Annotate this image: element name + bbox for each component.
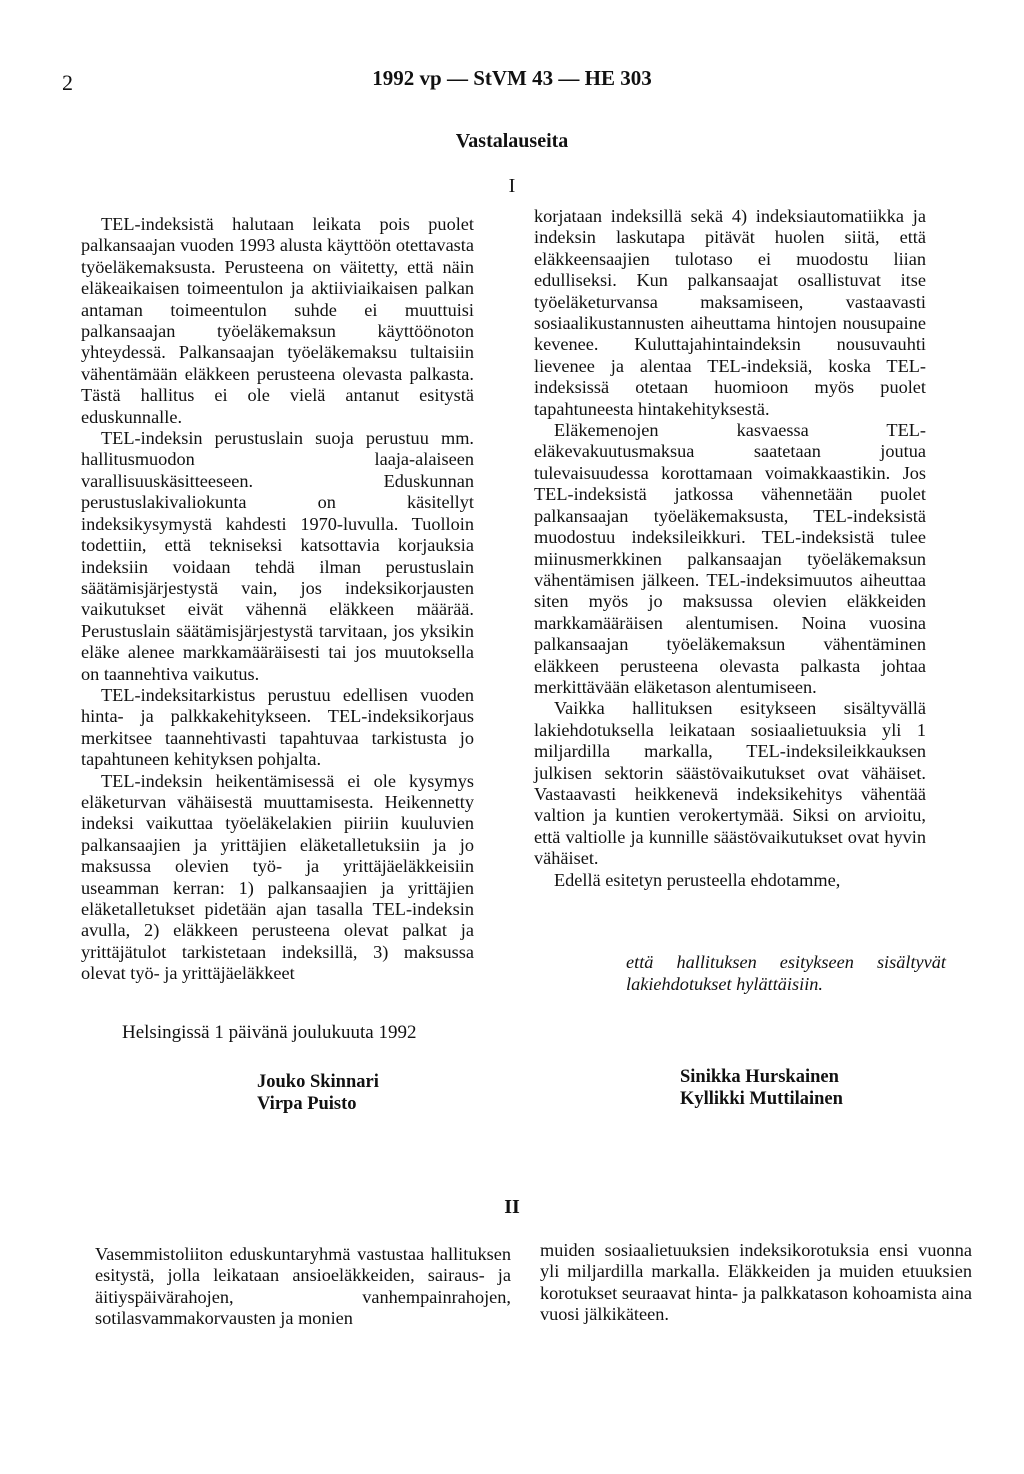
signer-name: Virpa Puisto (257, 1094, 357, 1114)
section-numeral-1: I (508, 175, 516, 197)
signer-name: Jouko Skinnari (257, 1072, 379, 1092)
paragraph: TEL-indeksin perustuslain suoja perustuu mm. hallitusmuodon laaja-alaiseen varallisuuskäsitteeseen. Eduskunnan perustuslakivaliokunta on käsitellyt indeksikysymystä kahdesti 1970-luvulla. Tuolloin todettiin, että tekniseksi katsottavia korjauksia indeksiin voidaan tehdä ilman perustuslain säätämisjärjestystä vain, jos indeksikorjausten vaikutukset eivät vähennä eläkkeen määrää. Perustuslain säätämisjärjestystä tarvitaan, jos yksikin eläke alenee markkamääräisesti tai jos muutoksella on taannehtiva vaikutus. (81, 428, 474, 684)
paragraph: Vasemmistoliiton eduskuntaryhmä vastustaa hallituksen esitystä, jolla leikataan ansioeläkkeiden, sairaus- ja äitiyspäivärahojen, vanhempainrahojen, sotilasvammakorvausten ja monien (95, 1244, 511, 1329)
signer-name: Kyllikki Muttilainen (680, 1089, 843, 1109)
paragraph: Eläkemenojen kasvaessa TEL-eläkevakuutusmaksua saatetaan joutua tulevaisuudessa korottamaan voimakkaastikin. Jos TEL-indeksistä jatkossa vähennetään puolet palkansaajan työeläkemaksusta, TEL-indeksistä muodostuu indeksileikkuri. TEL-indeksistä tulee miinusmerkkinen palkansaajan työeläkemaksun vähentämisen jälkeen. TEL-indeksimuutos aiheuttaa siten myös jo maksussa olevien eläkkeiden markkamääräisen alentumisen. Noina vuosina palkansaajan työeläkemaksun vähentäminen eläkkeen perusteena olevasta palkasta johtaa merkittävään eläketason alentumiseen. (534, 420, 926, 697)
paragraph-continuation: korjataan indeksillä sekä 4) indeksiautomatiikka ja indeksin laskutapa pitävät huolen siitä, että eläkkeensaajien tulotaso ei muodostu liian edulliseksi. Kun palkansaajat osallistuvat itse työeläketurvansa maksamiseen, vastaavasti sosiaalikustannusten aiheuttama hintojen nousupaine kevenee. Kuluttajahintaindeksin nousuvauhti lievenee ja alentaa TEL-indeksiä, koska TEL-indeksissä otetaan huomioon myös puolet tapahtuneesta hintakehityksestä. (534, 206, 926, 419)
proposal-text: että hallituksen esitykseen sisältyvät lakiehdotukset hylättäisiin. (626, 952, 946, 994)
section-2-right-column (540, 1240, 972, 1326)
signers-right (680, 1066, 843, 1110)
section-1-right-column (534, 206, 926, 891)
paragraph: Vaikka hallituksen esitykseen sisältyvällä lakiehdotuksella leikataan sosiaalietuuksia yli 1 miljardilla markalla, TEL-indeksileikkauksen julkisen sektorin säästövaikutukset ovat vähäiset. Vastaavasti heikkenevä indeksikehitys vähentää valtion ja kuntien verokertymää. Siksi on arvioitu, että valtiolle ja kunnille säästövaikutukset ovat hyvin vähäiset. (534, 698, 926, 869)
section-numeral-2: II (504, 1196, 520, 1218)
signers-left (257, 1071, 379, 1115)
page-number: 2 (62, 70, 73, 95)
paragraph: TEL-indeksistä halutaan leikata pois puolet palkansaajan vuoden 1993 alusta käyttöön otettavasta työeläkemaksusta. Perusteena on väitetty, että näin eläkeaikaisen toimeentulon ja aktiiviaikaisen palkan antaman toimeentulon suhde ei muuttuisi palkansaajan työeläkemaksun käyttöönoton yhteydessä. Palkansaajan työeläkemaksu tultaisiin vähentämään eläkkeen perusteena olevasta palkasta. Tästä hallitus ei ole vielä antanut esitystä eduskunnalle. (81, 214, 474, 427)
paragraph: TEL-indeksin heikentämisessä ei ole kysymys eläketurvan vähäisestä muuttamisesta. Heikennetty indeksi vaikuttaa työeläkelakien piiriin kuuluvien palkansaajien ja yrittäjien eläketalletuksiin ja jo maksussa olevien työ- ja yrittäjäeläkkeisiin useamman kerran: 1) palkansaajien ja yrittäjien eläketalletukset pidetään ajan tasalla TEL-indeksin avulla, 2) eläkkeen perusteena olevat palkat ja yrittäjätulot tarkistetaan indeksillä, 3) maksussa olevat työ- ja yrittäjäeläkkeet (81, 770, 474, 984)
paragraph: muiden sosiaalietuuksien indeksikorotuksia ensi vuonna yli miljardilla markalla. Eläkkeiden ja muiden etuuksien korotukset seuraavat hinta- ja palkkatason kohoamista aina vuosi jälkikäteen. (540, 1240, 972, 1325)
signer-name: Sinikka Hurskainen (680, 1067, 839, 1087)
paragraph: TEL-indeksitarkistus perustuu edellisen vuoden hinta- ja palkkakehitykseen. TEL-indeksikorjaus merkitsee taannehtivasti tapahtuvaa tarkistusta jo tapahtuneen kehityksen pohjalta. (81, 684, 474, 770)
paragraph: Edellä esitetyn perusteella ehdotamme, (554, 869, 841, 890)
running-head: 1992 vp — StVM 43 — HE 303 (372, 66, 652, 90)
section-title: Vastalauseita (455, 130, 569, 152)
section-2-left-column (95, 1244, 511, 1330)
date-line: Helsingissä 1 päivänä joulukuuta 1992 (122, 1022, 417, 1043)
section-1-left-column (81, 214, 474, 985)
